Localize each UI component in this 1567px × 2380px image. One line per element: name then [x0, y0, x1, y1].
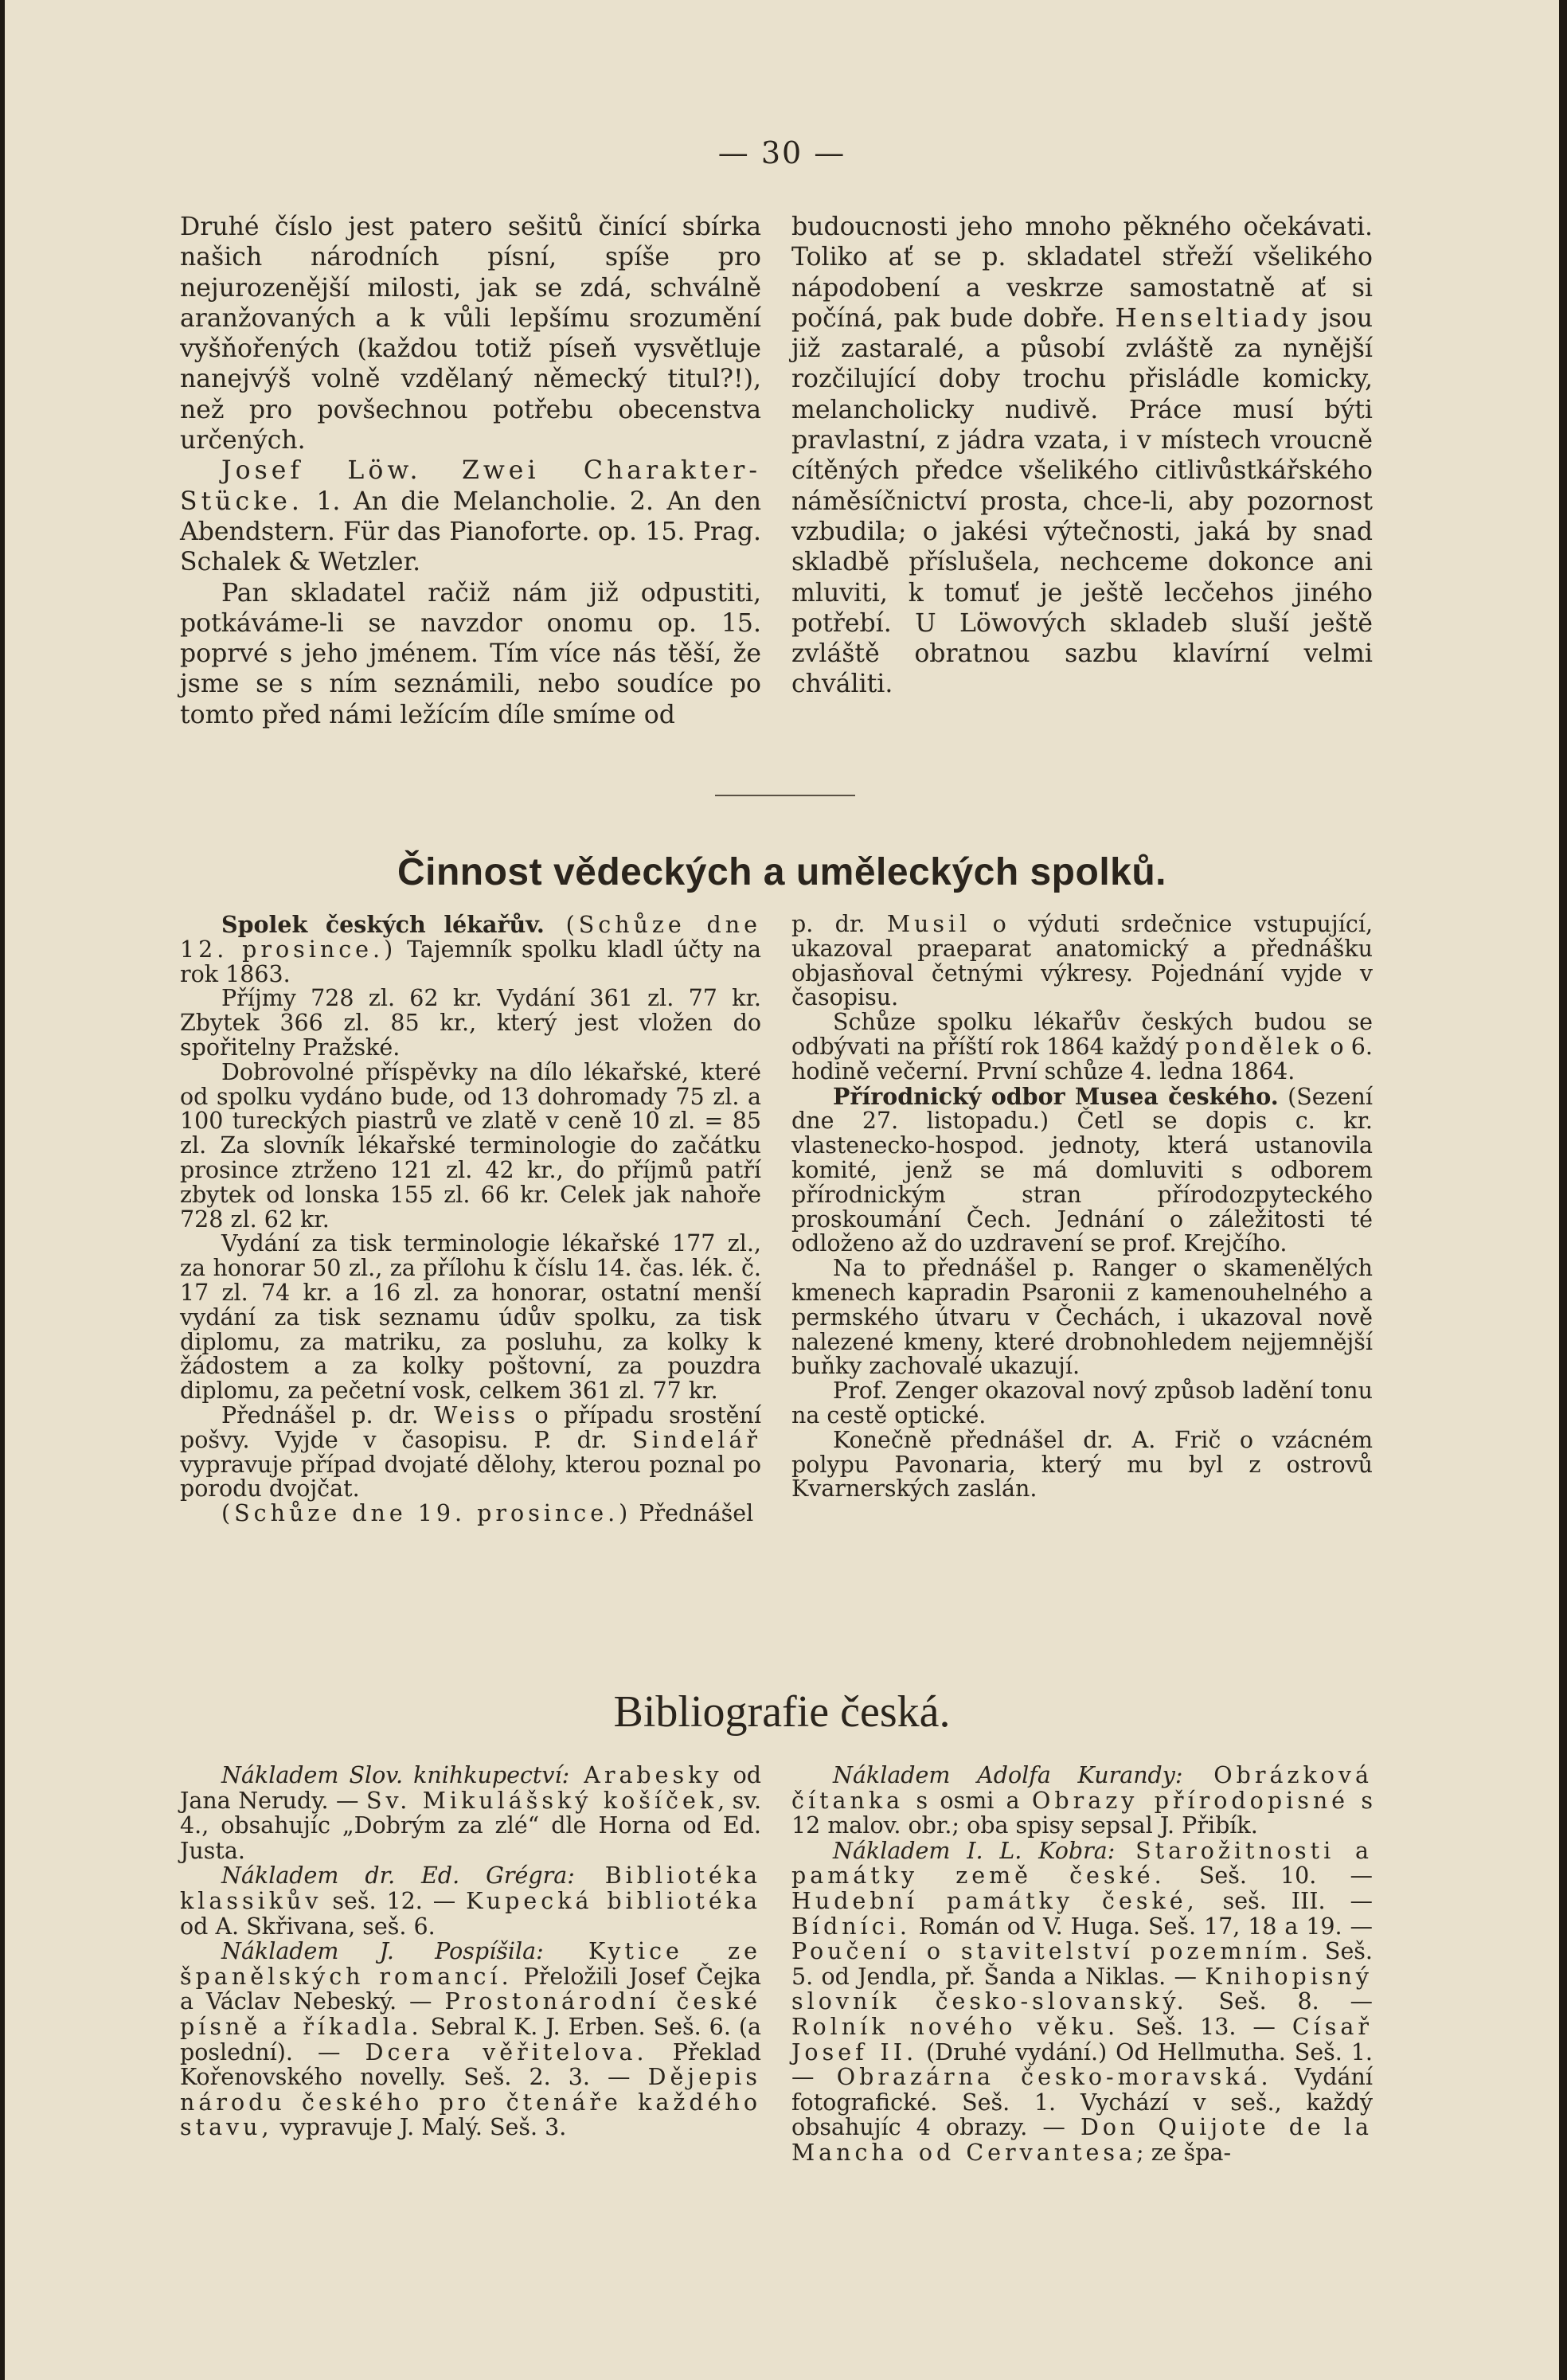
- person-name: Weiss: [433, 1401, 520, 1428]
- book-title: Prostonárodní české písně a říkadla.: [180, 1988, 761, 2040]
- book-title: Knihopisný slovník česko-slovanský.: [791, 1963, 1373, 2015]
- text-run: od Jana Nerudy. —: [180, 1762, 761, 1814]
- spaced-term: Henseltiady: [1115, 303, 1311, 333]
- bib-entry: [180, 1863, 761, 1939]
- spaced-term: pondělek: [1185, 1033, 1323, 1060]
- book-title: Bibliotéka klassikův: [180, 1862, 761, 1914]
- text-run: p. dr.: [791, 911, 887, 937]
- society-name: Spolek českých lékařův.: [221, 911, 545, 938]
- book-title: Hudební památky české,: [791, 1887, 1198, 1914]
- text-run: Přednášel p. dr.: [221, 1401, 434, 1428]
- bibliography-left-column: [180, 1763, 761, 2140]
- session-date: (Schůze dne 19. prosince.): [221, 1500, 632, 1527]
- bib-entry: [180, 1939, 761, 2140]
- paragraph: Prof. Zenger okazoval nový způsob ladění tonu na cestě optické.: [791, 1378, 1373, 1428]
- publisher: Nákladem Adolfa Kurandy:: [833, 1762, 1183, 1788]
- text-run: Přednášel: [631, 1500, 754, 1527]
- text-run: o případu srostění pošvy. Vyjde v časopisu. P. dr.: [180, 1401, 761, 1453]
- text-run: ; ze špa-: [1136, 2139, 1232, 2166]
- paragraph: Dobrovolné příspěvky na dílo lékařské, které od spolku vydáno bude, od 13 dohromady 75 zl. a 100 tureckých piastrů ve zlatě v ceně 10 zl. = 85 zl. Za slovník lékařské terminologie do začátku prosince ztrženo 121 zl. 42 kr., do příjmů patří zbytek od lonska 155 zl. 66 kr. Celek jak nahoře 728 zl. 62 kr.: [180, 1058, 761, 1233]
- page-number: — 30 —: [717, 135, 846, 170]
- bibliography-right-column: [791, 1763, 1373, 2166]
- text-run: Seš. 10. —: [1165, 1862, 1373, 1890]
- book-title: Obrazárna česko-moravská.: [836, 2064, 1272, 2091]
- section-heading-societies: Činnost vědeckých a uměleckých spolků.: [397, 851, 1167, 893]
- text-run: vypravuje případ dvojaté dělohy, kterou poznal po porodu dvojčat.: [180, 1451, 761, 1503]
- text-run: vypravuje J. Malý. Seš. 3.: [272, 2114, 567, 2141]
- book-title: Poučení o stavitelství pozemním.: [791, 1938, 1312, 1965]
- text-run: Seš. 5. od Jendla, př. Šanda a Niklas. —: [791, 1938, 1373, 1990]
- session-date: (Schůze dne 12. prosince.): [180, 912, 761, 963]
- publisher: Nákladem dr. Ed. Grégra:: [221, 1862, 575, 1890]
- publisher: Nákladem J. Pospíšila:: [221, 1938, 544, 1965]
- bib-entry: [791, 1839, 1373, 2166]
- paragraph: Druhé číslo jest patero sešitů činící sbírka našich národních písní, spíše pro nejurozenější milosti, jak se zdá, schválně aranžovaných a k vůli lepšímu srozumění vyšňořených (každou totiž píseň vysvětluje nanejvýš volně vzdělaný německý titul?!), než pro povšechnou potřebu obecenstva určených.: [180, 213, 761, 455]
- paragraph: [180, 1502, 761, 1526]
- paragraph: Příjmy 728 zl. 62 kr. Vydání 361 zl. 77 kr. Zbytek 366 zl. 85 kr., který jest vložen do spořitelny Pražské.: [180, 985, 761, 1061]
- text-run: (Sezení dne 27. listopadu.) Četl se dopis c. kr. vlastenecko-hospod. jednoty, která ustanovila komité, jenž se má domluviti s odborem přírodnickým stran přírodozpyteckého proskoumání Čech. Jednání o záležitosti té odloženo až do uzdravení se prof. Krejčího.: [791, 1083, 1373, 1257]
- text-run: Seš. 13. —: [1119, 2013, 1292, 2040]
- text-run: Překlad Kořenovského novelly. Seš. 2. 3. —: [180, 2038, 761, 2091]
- book-title: Dějepis národu českého pro čtenáře každého stavu,: [180, 2064, 761, 2141]
- publisher: Nákladem I. L. Kobra:: [833, 1837, 1116, 1864]
- text-run: Přeložili Josef Čejka a Václav Nebeský. —: [180, 1963, 761, 2015]
- text-run: jsou již zastaralé, a působí zvláště za nynější rozčilující doby trochu přisládle komicky, melancholicky nudivě. Práce musí býti pravlastní, z jádra vzata, i v místech vroucně cítěných předce všelikého citlivůstkářského náměsíčnictví prosta, chce-li, aby pozornost vzbudila; o jakési výtečnosti, jaká by snad skladbě příslušela, nechceme dokonce ani mluviti, k tomuť je ještě lecčehos jiného potřebí. U Löwových skladeb sluší ještě zvláště obratnou sazbu klavírní velmi chváliti.: [791, 303, 1373, 699]
- paragraph: [791, 913, 1373, 1010]
- paragraph: Konečně přednášel dr. A. Frič o vzácném polypu Pavonaria, který mu byl z ostrovů Kvarnerských zaslán.: [791, 1426, 1373, 1503]
- review-title: Zwei Charakter-Stücke.: [180, 456, 761, 516]
- review-heading: [180, 455, 761, 577]
- book-title: Arabesky: [569, 1762, 723, 1788]
- text-run: Tajemník spolku kladl účty na rok 1863.: [180, 936, 761, 987]
- publisher: Nákladem Slov. knihkupectví:: [221, 1762, 570, 1788]
- text-run: Sebral K. J. Erben. Seš. 6. (a poslední). —: [180, 2013, 761, 2065]
- book-title: Bídníci.: [791, 1913, 911, 1940]
- book-title: Kytice ze španělských romancí.: [180, 1938, 761, 1990]
- book-title: Dcera věřitelova.: [365, 2038, 648, 2065]
- document-page: [5, 0, 1559, 2380]
- text-run: Román od V. Huga. Seš. 17, 18 a 19. —: [910, 1913, 1373, 1940]
- text-run: o 6. hodině večerní. První schůze 4. ledna 1864.: [791, 1033, 1373, 1084]
- bib-entry: [180, 1763, 761, 1863]
- section-divider: [715, 795, 855, 796]
- text-run: s 12 malov. obr.; oba spisy sepsal J. Přibík.: [791, 1787, 1374, 1839]
- book-title: Rolník nového věku.: [791, 2013, 1120, 2040]
- review-author: Josef Löw.: [221, 456, 422, 486]
- paragraph: Vydání za tisk terminologie lékařské 177 zl., za honorar 50 zl., za přílohu k číslu 14. čas. lék. č. 17 zl. 74 kr. a 16 zl. za honorar, ostatní menší vydání za tisk seznamu údův spolku, za tisk diplomu, za matriku, za posluhu, za kolky k žádostem a za kolky poštovní, za pouzdra diplomu, za pečetní vosk, celkem 361 zl. 77 kr.: [180, 1230, 761, 1405]
- paragraph: [180, 1401, 761, 1503]
- text-run: (Druhé vydání.) Od Hellmutha. Seš. 1. —: [791, 2038, 1373, 2091]
- review-details: 1. An die Melancholie. 2. An den Abendstern. Für das Pianoforte. op. 15. Prag. Schalek & Wetzler.: [180, 487, 761, 577]
- text-run: od A. Skřivana, seš. 6.: [180, 1913, 436, 1940]
- bib-entry: [791, 1763, 1373, 1839]
- text-run: s osmi a: [904, 1787, 1032, 1814]
- text-run: Schůze spolku lékařův českých budou se odbývati na příští rok 1864 každý: [791, 1009, 1373, 1060]
- top-right-column: [791, 212, 1373, 700]
- person-name: Sindelář: [632, 1426, 761, 1453]
- book-title: Obrazy přírodopisné: [1032, 1787, 1350, 1814]
- text-run: Vydání fotografické. Seš. 1. Vychází v seš., každý obsahujíc 4 obrazy. —: [791, 2064, 1373, 2141]
- book-title: Starožitnosti a památky země české.: [791, 1837, 1373, 1890]
- text-run: , sv. 4., obsahujíc „Dobrým za zlé“ dle Horna od Ed. Justa.: [180, 1787, 761, 1864]
- section-heading-bibliography: Bibliografie česká.: [613, 1687, 951, 1737]
- text-run: seš. 12. —: [322, 1887, 467, 1914]
- book-title: Kupecká bibliotéka: [466, 1887, 761, 1914]
- text-run: budoucnosti jeho mnoho pěkného očekávati. Toliko ať se p. skladatel střeží všelikého nápodobení a veskrze samostatně ať si počíná, pak bude dobře.: [791, 213, 1373, 333]
- text-run: seš. III. —: [1198, 1887, 1373, 1914]
- paragraph: [180, 913, 761, 987]
- text-run: o výduti srdečnice vstupující, ukazoval praeparat anatomický a přednášku objasňoval četnými výkresy. Pojednání vyjde v časopisu.: [791, 911, 1374, 1011]
- top-left-column: [180, 212, 761, 730]
- societies-left-column: [180, 913, 761, 1526]
- book-title: Sv. Mikulášský košíček: [365, 1787, 718, 1814]
- book-title: Obrázková čítanka: [791, 1762, 1373, 1814]
- paragraph: Na to přednášel p. Ranger o skamenělých kmenech kapradin Psaronii z kamenouhelného a permského útvaru v Čechách, i ukazoval nově nalezené kmeny, které drobnohledem nejjemnější buňky zachovalé ukazují.: [791, 1255, 1373, 1380]
- paragraph: [791, 1010, 1373, 1084]
- book-title: Císař Josef II.: [791, 2013, 1373, 2065]
- text-run: Seš. 8. —: [1187, 1988, 1373, 2015]
- societies-right-column: [791, 913, 1373, 1502]
- book-title: Don Quijote de la Mancha od Cervantesa: [791, 2114, 1373, 2166]
- paragraph: Pan skladatel račiž nám již odpustiti, potkáváme-li se navzdor onomu op. 15. poprvé s jeho jménem. Tím více nás těší, že jsme se s ním seznámili, nebo soudíce po tomto před námi ležícím díle smíme od: [180, 578, 761, 729]
- paragraph: [791, 1084, 1373, 1257]
- person-name: Musil: [886, 911, 971, 937]
- society-name: Přírodnický odbor Musea českého.: [833, 1082, 1279, 1110]
- paragraph: [791, 212, 1373, 700]
